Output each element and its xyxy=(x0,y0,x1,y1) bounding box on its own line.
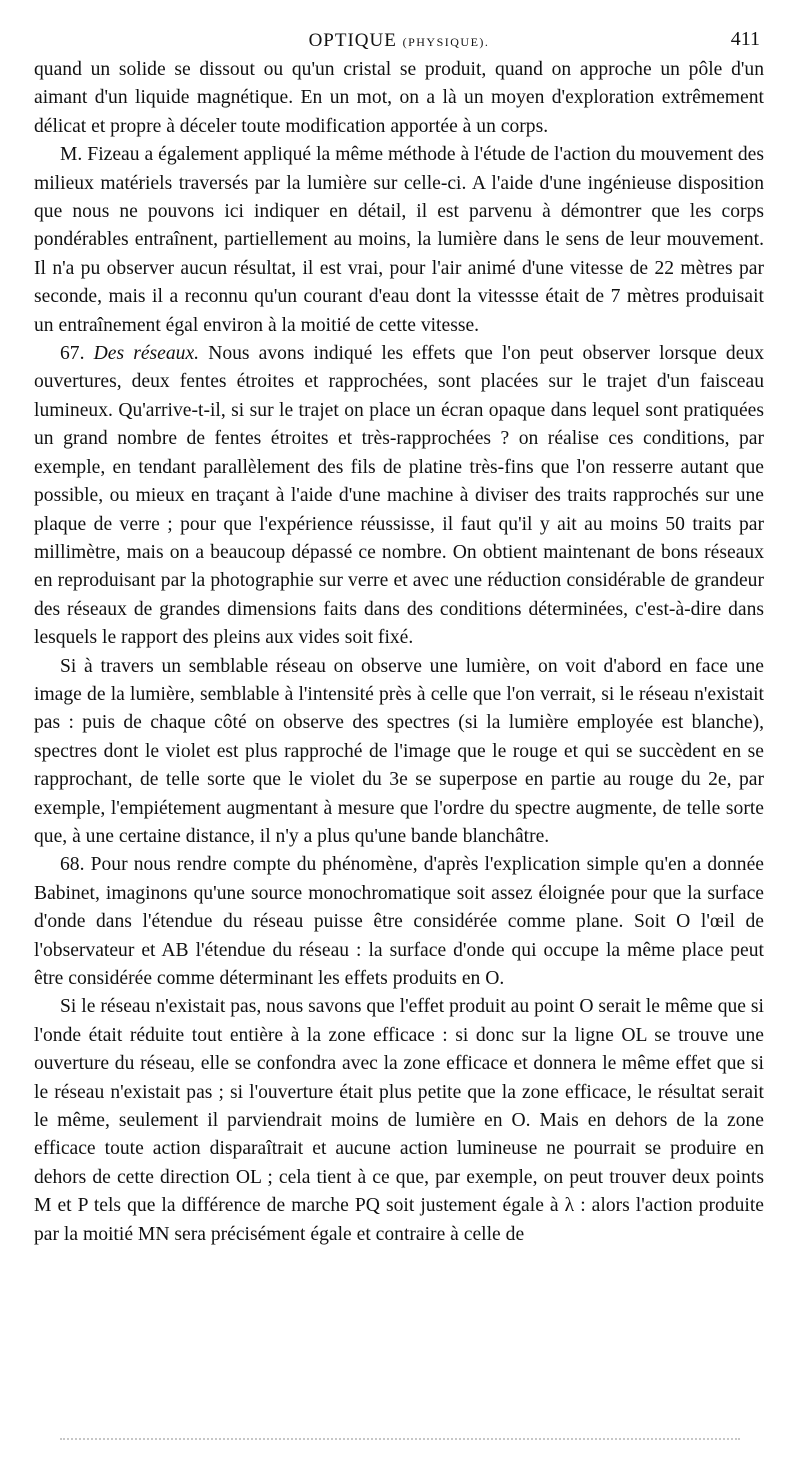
paragraph-4 xyxy=(34,653,764,852)
paragraph-2 xyxy=(34,141,764,340)
running-title xyxy=(34,30,764,52)
paragraph-1 xyxy=(34,56,764,141)
paragraph-text: M. Fizeau a également appliqué la même méthode à l'étude de l'action du mouvement des milieux matériels traversés par la lumière sur celle-ci. A l'aide d'une ingénieuse disposition que nous ne pouvons ici indiquer en détail, il est parvenu à démontrer que les corps pondérables entraînent, partiellement au moins, la lumière dans le sens de leur mouvement. Il n'a pu observer aucun résultat, il est vrai, pour l'air animé d'une vitesse de 22 mètres par seconde, mais il a reconnu qu'un courant d'eau dont la vitessse était de 7 mètres produisait un entraînement égal environ à la moitié de cette vitesse. xyxy=(34,144,764,336)
section-number: 68. xyxy=(60,854,85,876)
paragraph-text: Pour nous rendre compte du phénomène, d'après l'explication simple qu'en a donnée Babinet, imaginons qu'une source monochromatique soit assez éloignée pour que la surface d'onde dans l'étendue du réseau puisse être considérée comme plane. Soit O l'œil de l'observateur et AB l'étendue du réseau : la surface d'onde qui occupe la même place peut être considérée comme déterminant les effets produits en O. xyxy=(34,854,764,989)
paragraph-5-section-68 xyxy=(34,851,764,993)
running-head xyxy=(34,0,764,56)
paragraph-text: quand un solide se dissout ou qu'un cristal se produit, quand on approche un pôle d'un aimant d'un liquide magnétique. En un mot, on a là un moyen d'exploration extrêmement délicat et propre à déceler toute modification apportée à un corps. xyxy=(34,59,764,137)
scan-bottom-noise xyxy=(60,1438,740,1444)
paragraph-text: Si à travers un semblable réseau on observe une lumière, on voit d'abord en face une image de la lumière, semblable à l'intensité près à celle que l'on verrait, si le réseau n'existait pas : puis de chaque côté on observe des spectres (si la lumière employée est blanche), spectres dont le violet est plus rapproché de l'image que le rouge et qui se succèdent en se rapprochant, de telle sorte que le violet du 3e se superpose en partie au rouge du 2e, par exemple, l'empiétement augmentant à mesure que l'ordre du spectre augmente, de telle sorte que, à une certaine distance, il n'y a plus qu'une bande blanchâtre. xyxy=(34,655,764,847)
body-text xyxy=(34,56,764,1249)
paragraph-text: Nous avons indiqué les effets que l'on peut observer lorsque deux ouvertures, deux fentes étroites et rapprochées, sont placées sur le trajet d'un faisceau lumineux. Qu'arrive-t-il, si sur le trajet on place un écran opaque dans lequel sont pratiquées un grand nombre de fentes étroites et très-rapprochées ? on réalise ces conditions, par exemple, en tendant parallèlement des fils de platine très-fins que l'on resserre autant que possible, ou mieux en traçant à l'aide d'une machine à diviser des traits rapprochés sur une plaque de verre ; pour que l'expérience réussisse, il faut qu'il y ait au moins 50 traits par millimètre, mais on a beaucoup dépassé ce nombre. On obtient maintenant de bons réseaux en reproduisant par la photographie sur verre et avec une réduction considérable de grandeur des réseaux de grandes dimensions faits dans des conditions déterminées, c'est-à-dire dans lesquels le rapport des pleins aux vides soit fixé. xyxy=(34,343,764,649)
running-title-subtitle: (PHYSIQUE). xyxy=(402,35,490,49)
running-title-main: OPTIQUE xyxy=(308,30,397,51)
section-number: 67. xyxy=(60,343,85,365)
paragraph-3-section-67 xyxy=(34,340,764,652)
section-title: Des réseaux. xyxy=(93,343,200,365)
page-number: 411 xyxy=(730,28,760,50)
paragraph-text: Si le réseau n'existait pas, nous savons que l'effet produit au point O serait le même que si l'onde était réduite tout entière à la zone efficace : si donc sur la ligne OL se trouve une ouverture du réseau, elle se confondra avec la zone efficace et donnera le même effet que si le réseau n'existait pas ; si l'ouverture était plus petite que la zone efficace, le résultat serait le même, seulement il parviendrait moins de lumière en O. Mais en dehors de la zone efficace toute action disparaîtrait et aucune action lumineuse ne pourrait se produire en dehors de cette direction OL ; cela tient à ce que, par exemple, on peut trouver deux points M et P tels que la différence de marche PQ soit justement égale à λ : alors l'action produite par la moitié MN sera précisément égale et contraire à celle de xyxy=(34,996,764,1245)
paragraph-6 xyxy=(34,993,764,1249)
